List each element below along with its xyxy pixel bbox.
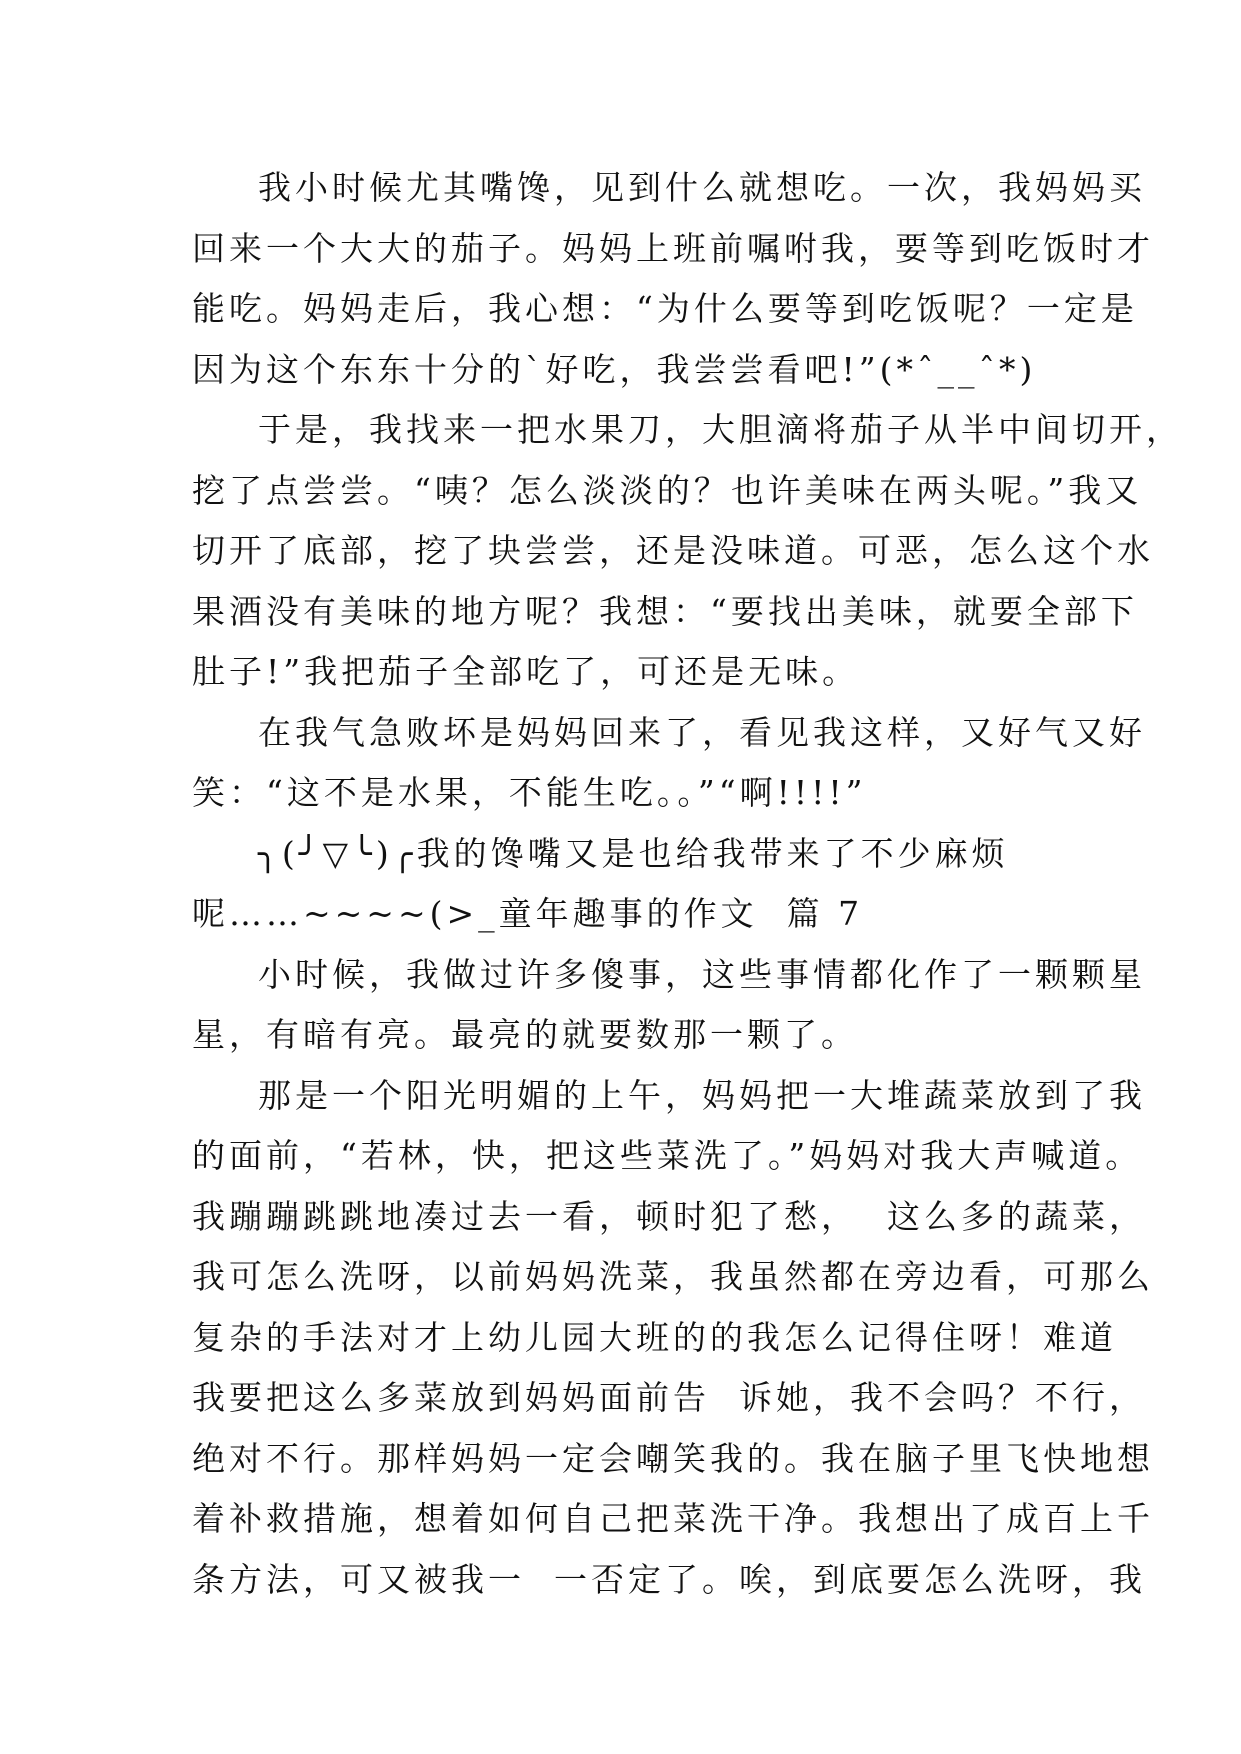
text-line: 在我气急败坏是妈妈回来了，看见我这样，又好气又好 <box>258 712 1146 752</box>
text-line: 星，有暗有亮。最亮的就要数那一颗了。 <box>192 1015 858 1054</box>
text-line: 的面前，“若林，快，把这些菜洗了。”妈妈对我大声喊道。 <box>192 1136 1143 1175</box>
text-line: 能吃。妈妈走后，我心想：“为什么要等到吃饭呢？一定是 <box>192 289 1138 328</box>
text-line: 呢……~~~~(>_童年趣事的作文 篇 7 <box>192 894 864 933</box>
text-line: 笑：“这不是水果，不能生吃。。”“啊!!!!” <box>192 773 867 812</box>
document-page <box>192 158 1183 1610</box>
text-line: 我可怎么洗呀，以前妈妈洗菜，我虽然都在旁边看，可那么 <box>192 1257 1154 1296</box>
text-line: 切开了底部，挖了块尝尝，还是没味道。可恶，怎么这个水 <box>192 531 1154 570</box>
text-line: 因为这个东东十分的`好吃，我尝尝看吧!”(*ˆ__ˆ*) <box>192 349 1037 389</box>
text-line: 我要把这么多菜放到妈妈面前告 诉她，我不会吗？不行， <box>192 1378 1146 1417</box>
text-line: 那是一个阳光明媚的上午，妈妈把一大堆蔬菜放到了我 <box>258 1075 1146 1115</box>
text-line: 于是，我找来一把水果刀，大胆滴将茄子从半中间切开， <box>258 410 1183 449</box>
text-line: 回来一个大大的茄子。妈妈上班前嘱咐我，要等到吃饭时才 <box>192 228 1154 268</box>
text-line: 果酒没有美味的地方呢？我想：“要找出美味，就要全部下 <box>192 591 1138 631</box>
text-line: 小时候，我做过许多傻事，这些事情都化作了一颗颗星 <box>258 954 1146 994</box>
text-line: 绝对不行。那样妈妈一定会嘲笑我的。我在脑子里飞快地想 <box>192 1438 1154 1478</box>
text-line: 肚子!”我把茄子全部吃了，可还是无味。 <box>192 652 860 691</box>
text-line: 挖了点尝尝。“咦？怎么淡淡的？也许美味在两头呢。”我又 <box>192 470 1143 510</box>
text-line: 着补救措施，想着如何自己把菜洗干净。我想出了成百上千 <box>192 1499 1154 1538</box>
text-line: 复杂的手法对才上幼儿园大班的的我怎么记得住呀！难道 <box>192 1317 1117 1357</box>
text-line: 我小时候尤其嘴馋，见到什么就想吃。一次，我妈妈买 <box>258 168 1146 207</box>
text-line: ╮(╯▽╰)╭我的馋嘴又是也给我带来了不少麻烦 <box>258 833 1009 873</box>
text-line: 我蹦蹦跳跳地凑过去一看，顿时犯了愁， 这么多的蔬菜， <box>192 1196 1146 1236</box>
text-line: 条方法，可又被我一 一否定了。唉，到底要怎么洗呀，我 <box>192 1559 1146 1599</box>
